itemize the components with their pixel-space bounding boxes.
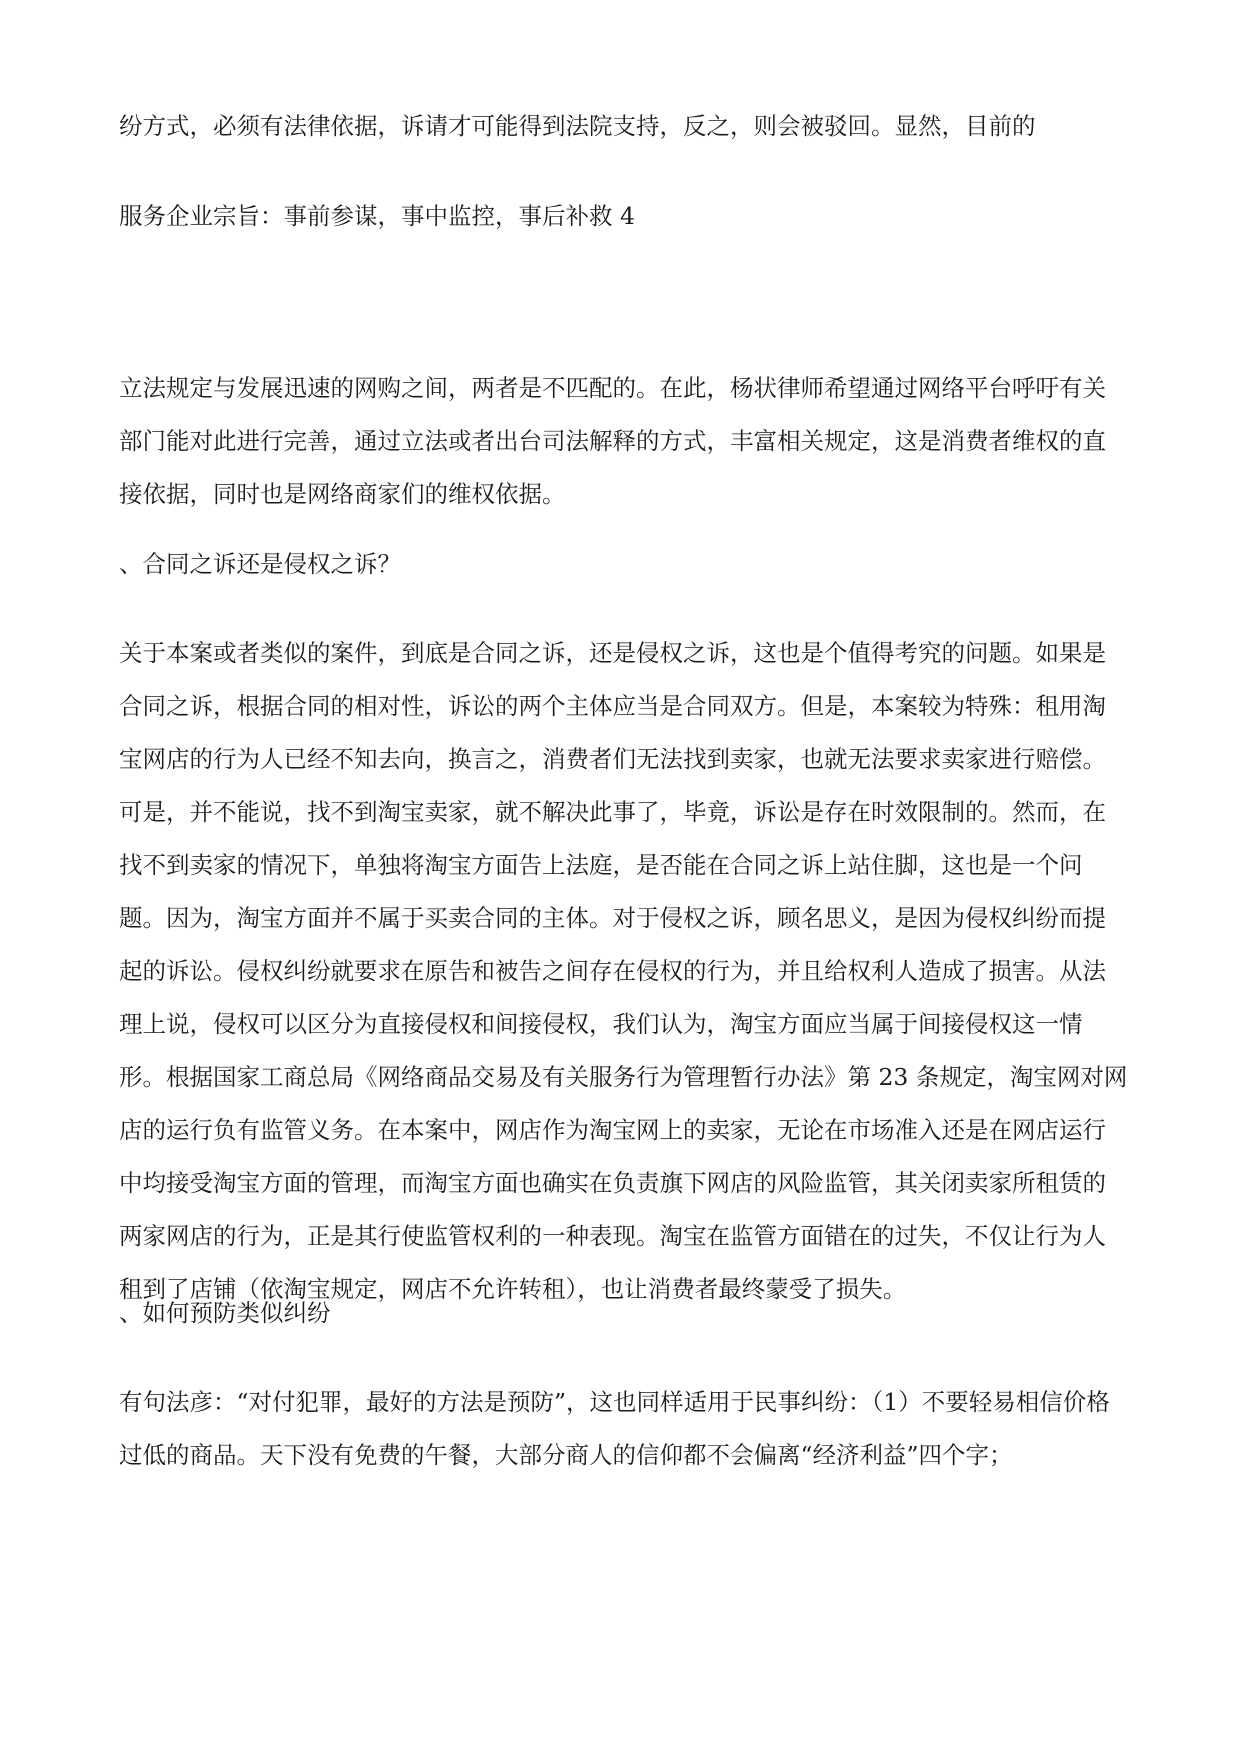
paragraph-legislation: 立法规定与发展迅速的网购之间，两者是不匹配的。在此，杨状律师希望通过网络平台呼吁有关部门能对此进行完善，通过立法或者出台司法解释的方式，丰富相关规定，这是消费者维权的直接依据，同时也是网络商家们的维权依据。: [119, 374, 1106, 508]
section-heading-prevention: 、如何预防类似纠纷: [119, 1299, 331, 1327]
paragraph-prevention: 有句法彦：“对付犯罪，最好的方法是预防”，这也同样适用于民事纠纷：（1）不要轻易相信价格过低的商品。天下没有免费的午餐，大部分商人的信仰都不会偏离“经济利益”四个字；: [119, 1388, 1110, 1469]
section-heading-contract-or-tort: 、合同之诉还是侵权之诉？: [119, 550, 401, 578]
text-line: 纷方式，必须有法律依据，诉请才可能得到法院支持，反之，则会被驳回。显然，目前的: [119, 112, 1036, 140]
paragraph-contract-or-tort: 关于本案或者类似的案件，到底是合同之诉，还是侵权之诉，这也是个值得考究的问题。如果是合同之诉，根据合同的相对性，诉讼的两个主体应当是合同双方。但是，本案较为特殊：租用淘宝网店的行为人已经不知去向，换言之，消费者们无法找到卖家，也就无法要求卖家进行赔偿。可是，并不能说，找不到淘宝卖家，就不解决此事了，毕竟，诉讼是存在时效限制的。然而，在找不到卖家的情况下，单独将淘宝方面告上法庭，是否能在合同之诉上站住脚，这也是一个问题。因为，淘宝方面并不属于买卖合同的主体。对于侵权之诉，顾名思义，是因为侵权纠纷而提起的诉讼。侵权纠纷就要求在原告和被告之间存在侵权的行为，并且给权利人造成了损害。从法理上说，侵权可以区分为直接侵权和间接侵权，我们认为，淘宝方面应当属于间接侵权这一情形。根据国家工商总局《网络商品交易及有关服务行为管理暂行办法》第 23 条规定，淘宝网对网店的运行负有监管义务。在本案中，网店作为淘宝网上的卖家，无论在市场准入还是在网店运行中均接受淘宝方面的管理，而淘宝方面也确实在负责旗下网店的风险监管，其关闭卖家所租赁的两家网店的行为，正是其行使监管权利的一种表现。淘宝在监管方面错在的过失，不仅让行为人租到了店铺（依淘宝规定，网店不允许转租），也让消费者最终蒙受了损失。: [119, 639, 1128, 1303]
text-line: 服务企业宗旨：事前参谋，事中监控，事后补救 4: [119, 202, 635, 230]
